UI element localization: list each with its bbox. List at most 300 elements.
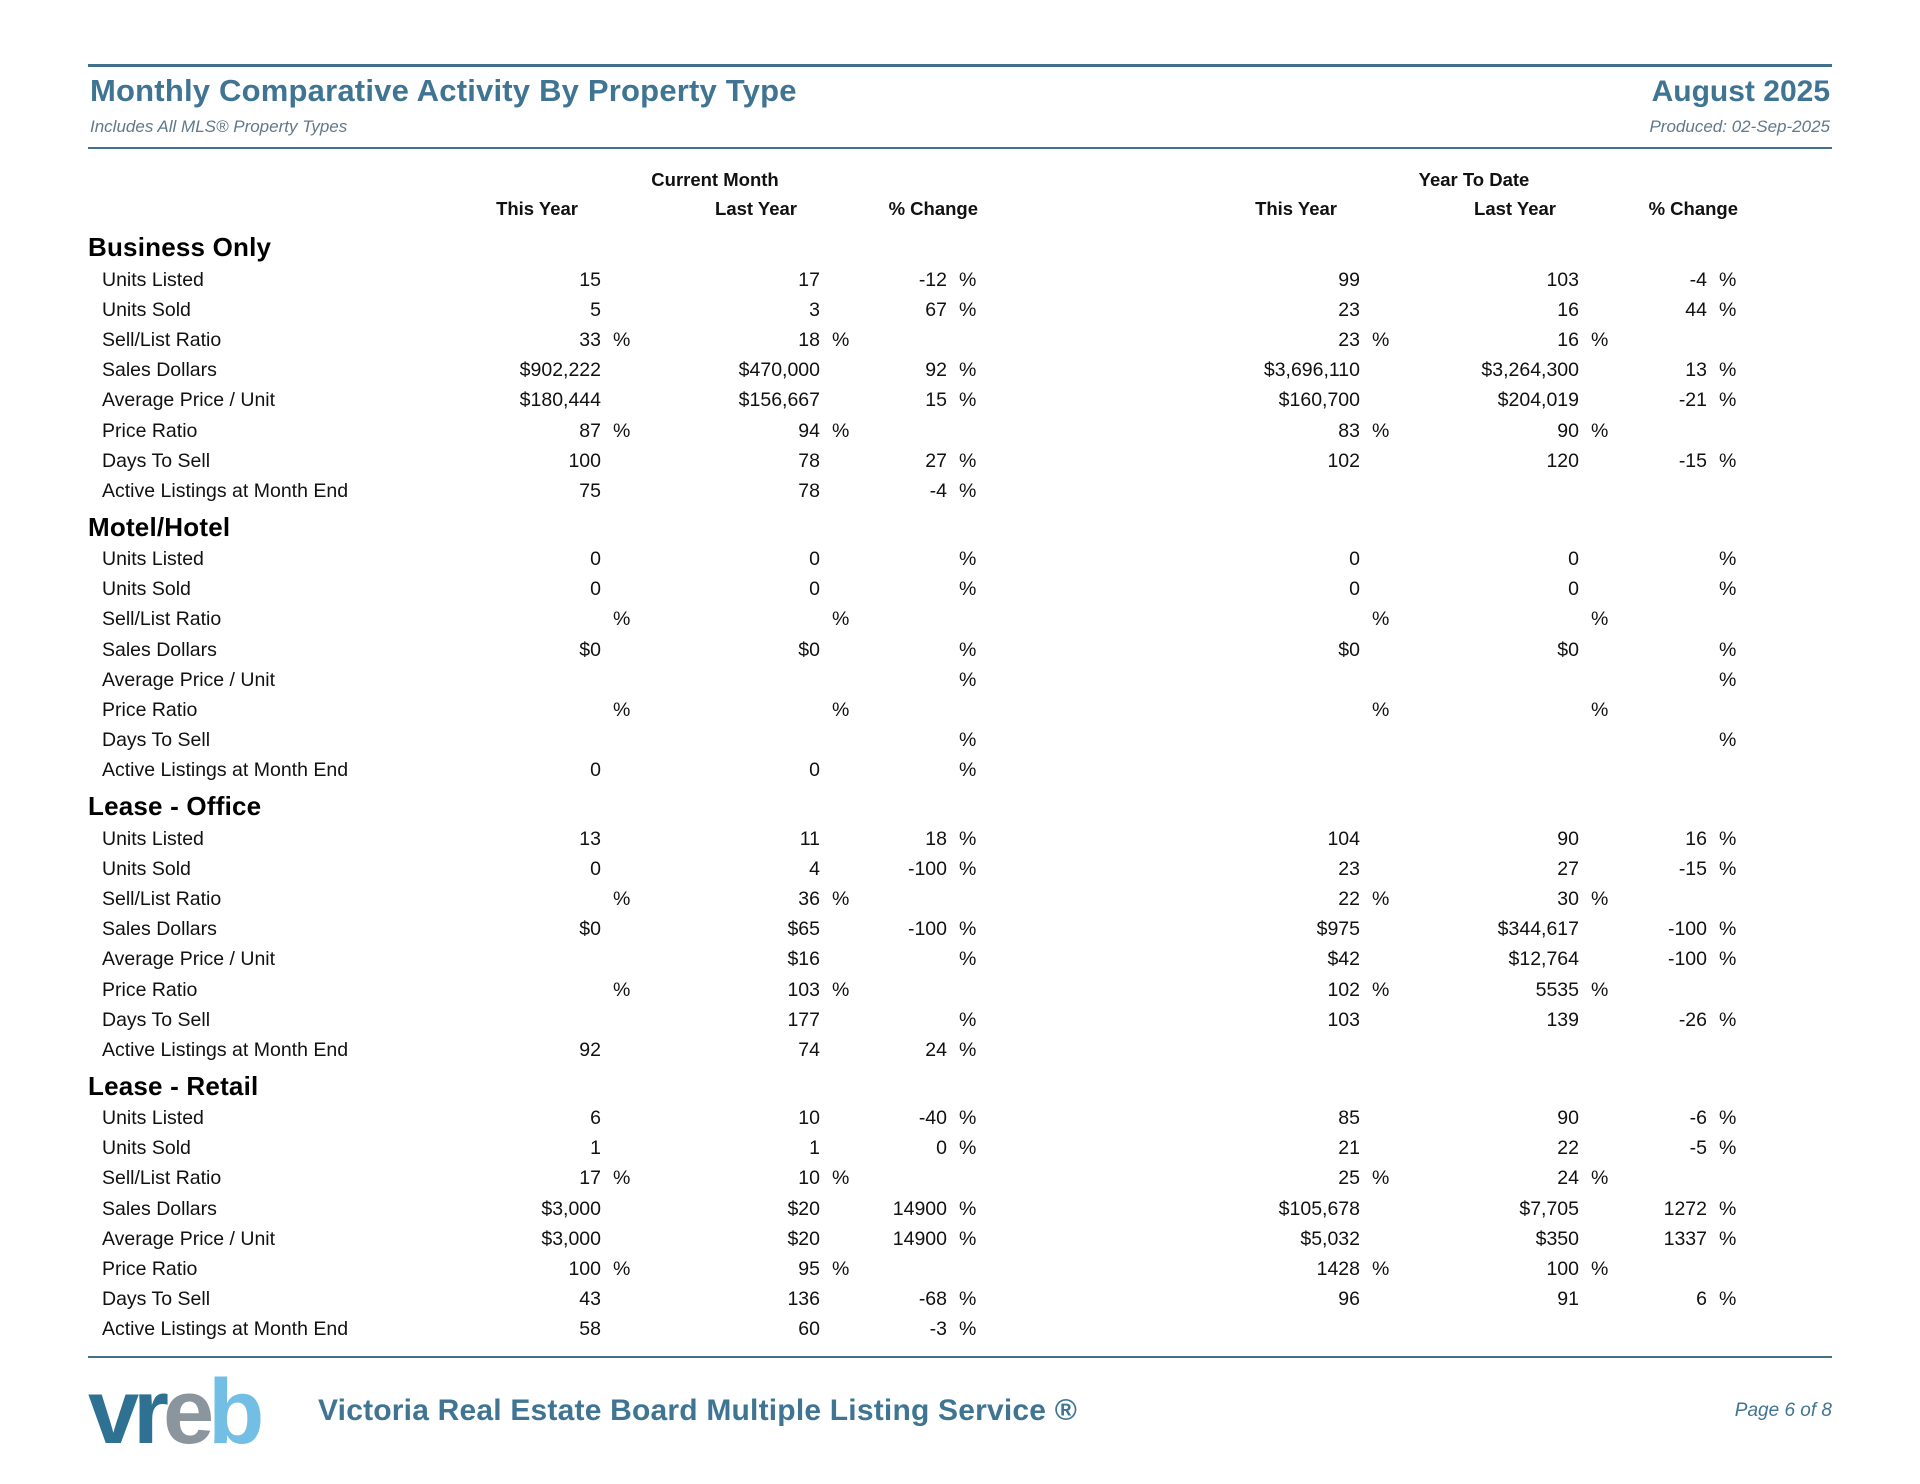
row-label: Days To Sell [102, 449, 211, 472]
table-row [88, 824, 1832, 854]
percent-suffix: % [1372, 328, 1390, 351]
cell-value: 104 [1327, 827, 1360, 850]
percent-suffix: % [959, 479, 977, 502]
table-row [88, 386, 1832, 416]
percent-suffix: % [1719, 268, 1737, 291]
cell-value: -40 [918, 1107, 947, 1130]
cell-value: $3,696,110 [1263, 359, 1360, 382]
percent-suffix: % [613, 419, 631, 442]
cell-value: $3,264,300 [1481, 359, 1579, 382]
percent-suffix: % [959, 389, 977, 412]
section-rows [88, 824, 1832, 1066]
table-row [88, 756, 1832, 786]
cell-value: 100 [568, 449, 601, 472]
cell-value: $350 [1535, 1227, 1579, 1250]
cell-value: $902,222 [519, 359, 601, 382]
group-header-row [88, 169, 1832, 195]
percent-suffix: % [1719, 918, 1737, 941]
percent-suffix: % [959, 1227, 977, 1250]
cell-value: 16 [1557, 328, 1579, 351]
cell-value: 0 [1349, 578, 1360, 601]
cell-value: 96 [1338, 1288, 1360, 1311]
cell-value: $12,764 [1508, 948, 1579, 971]
table-row [88, 416, 1832, 446]
percent-suffix: % [1372, 887, 1390, 910]
property-type-section [88, 230, 1832, 507]
section-title: Lease - Retail [88, 1070, 259, 1101]
cell-value: 102 [1327, 978, 1360, 1001]
report-subtitle: Includes All MLS® Property Types [90, 117, 348, 136]
percent-suffix: % [832, 978, 850, 1001]
percent-suffix: % [613, 608, 631, 631]
cell-value: $7,705 [1519, 1197, 1579, 1220]
cell-value: $42 [1327, 948, 1360, 971]
percent-suffix: % [959, 759, 977, 782]
cell-value: 30 [1557, 887, 1579, 910]
cell-value: $20 [787, 1197, 820, 1220]
cell-value: 10 [798, 1167, 820, 1190]
cell-value: -12 [918, 268, 947, 291]
row-label: Sales Dollars [102, 638, 217, 661]
cell-value: $3,000 [541, 1227, 601, 1250]
cell-value: 0 [590, 548, 601, 571]
table-row [88, 1104, 1832, 1134]
cell-value: 0 [809, 759, 820, 782]
percent-suffix: % [1591, 1167, 1609, 1190]
row-label: Price Ratio [102, 419, 198, 442]
table-row [88, 1134, 1832, 1164]
percent-suffix: % [959, 1288, 977, 1311]
percent-suffix: % [959, 1197, 977, 1220]
cell-value: $20 [787, 1227, 820, 1250]
table-row [88, 665, 1832, 695]
cell-value: 23 [1338, 328, 1360, 351]
cell-value: 21 [1338, 1137, 1360, 1160]
cell-value: 67 [925, 298, 947, 321]
cell-value: 5535 [1535, 978, 1579, 1001]
percent-suffix: % [959, 1137, 977, 1160]
cell-value: $3,000 [541, 1197, 601, 1220]
table-row [88, 1285, 1832, 1315]
cell-value: 103 [1546, 268, 1579, 291]
table-row [88, 476, 1832, 506]
cell-value: 136 [787, 1288, 820, 1311]
produced-label: Produced: 02-Sep-2025 [1649, 117, 1830, 136]
row-label: Units Listed [102, 268, 204, 291]
report-header [88, 64, 1832, 149]
cell-value: -68 [918, 1288, 947, 1311]
cell-value: -100 [1667, 918, 1707, 941]
section-title: Motel/Hotel [88, 511, 231, 542]
percent-suffix: % [1719, 1197, 1737, 1220]
percent-suffix: % [959, 1008, 977, 1031]
percent-suffix: % [1719, 1107, 1737, 1130]
cell-value: 44 [1685, 298, 1707, 321]
cell-value: 92 [925, 359, 947, 382]
row-label: Units Sold [102, 578, 191, 601]
table-row [88, 915, 1832, 945]
cell-value: 25 [1338, 1167, 1360, 1190]
row-label: Average Price / Unit [102, 948, 276, 971]
property-type-section [88, 789, 1832, 1066]
percent-suffix: % [1719, 827, 1737, 850]
cell-value: 18 [925, 827, 947, 850]
percent-suffix: % [613, 887, 631, 910]
cell-value: 60 [798, 1318, 820, 1341]
row-label: Active Listings at Month End [102, 759, 349, 782]
row-label: Price Ratio [102, 699, 198, 722]
table-row [88, 635, 1832, 665]
cell-value: -4 [1689, 268, 1707, 291]
row-label: Units Sold [102, 857, 191, 880]
cell-value: 43 [579, 1288, 601, 1311]
percent-suffix: % [1719, 548, 1737, 571]
cell-value: 3 [809, 298, 820, 321]
cell-value: $0 [579, 918, 601, 941]
column-header-cm-last-year: Last Year [715, 197, 797, 219]
column-header-ytd-last-year: Last Year [1474, 197, 1556, 219]
cell-value: -6 [1689, 1107, 1707, 1130]
percent-suffix: % [1591, 1258, 1609, 1281]
cell-value: 17 [798, 268, 820, 291]
table-header [88, 149, 1832, 222]
percent-suffix: % [1591, 699, 1609, 722]
cell-value: $5,032 [1300, 1227, 1360, 1250]
percent-suffix: % [1719, 449, 1737, 472]
cell-value: 1 [809, 1137, 820, 1160]
percent-suffix: % [1372, 699, 1390, 722]
cell-value: 0 [590, 857, 601, 880]
percent-suffix: % [613, 978, 631, 1001]
page-number: Page 6 of 8 [1734, 1400, 1832, 1421]
cell-value: 78 [798, 479, 820, 502]
cell-value: -3 [929, 1318, 947, 1341]
row-label: Sell/List Ratio [102, 328, 222, 351]
percent-suffix: % [1372, 1258, 1390, 1281]
section-title: Business Only [88, 232, 272, 262]
table-row [88, 884, 1832, 914]
header-title-row [90, 73, 1830, 109]
cell-value: $180,444 [519, 389, 601, 412]
cell-value: 16 [1685, 827, 1707, 850]
row-label: Average Price / Unit [102, 1227, 276, 1250]
row-label: Active Listings at Month End [102, 1318, 349, 1341]
percent-suffix: % [1372, 978, 1390, 1001]
row-label: Price Ratio [102, 1258, 198, 1281]
percent-suffix: % [1719, 857, 1737, 880]
cell-value: -26 [1678, 1008, 1707, 1031]
percent-suffix: % [1719, 578, 1737, 601]
cell-value: $204,019 [1497, 389, 1579, 412]
percent-suffix: % [613, 699, 631, 722]
cell-value: 18 [798, 328, 820, 351]
table-row [88, 695, 1832, 725]
cell-value: -21 [1678, 389, 1707, 412]
percent-suffix: % [832, 1258, 850, 1281]
logo-letter: r [133, 1361, 163, 1463]
table-row [88, 1164, 1832, 1194]
percent-suffix: % [1372, 608, 1390, 631]
percent-suffix: % [959, 449, 977, 472]
vreb-logo [88, 1361, 259, 1463]
row-label: Price Ratio [102, 978, 198, 1001]
column-header-ytd-pct-change: % Change [1648, 197, 1738, 219]
percent-suffix: % [959, 578, 977, 601]
cell-value: 91 [1557, 1288, 1579, 1311]
percent-suffix: % [832, 419, 850, 442]
cell-value: 17 [579, 1167, 601, 1190]
percent-suffix: % [613, 1258, 631, 1281]
cell-value: 0 [809, 548, 820, 571]
cell-value: -5 [1689, 1137, 1707, 1160]
cell-value: $470,000 [738, 359, 820, 382]
cell-value: $0 [1557, 638, 1579, 661]
cell-value: 6 [1696, 1288, 1707, 1311]
row-label: Units Sold [102, 298, 191, 321]
table-row [88, 265, 1832, 295]
table-row [88, 975, 1832, 1005]
cell-value: -15 [1678, 449, 1707, 472]
percent-suffix: % [959, 638, 977, 661]
percent-suffix: % [959, 668, 977, 691]
cell-value: 90 [1557, 419, 1579, 442]
column-header-cm-this-year: This Year [496, 197, 578, 219]
row-label: Units Listed [102, 548, 204, 571]
cell-value: 139 [1546, 1008, 1579, 1031]
cell-value: 15 [579, 268, 601, 291]
percent-suffix: % [832, 1167, 850, 1190]
cell-value: 0 [1349, 548, 1360, 571]
percent-suffix: % [832, 608, 850, 631]
cell-value: 36 [798, 887, 820, 910]
row-label: Average Price / Unit [102, 389, 276, 412]
cell-value: 23 [1338, 298, 1360, 321]
cell-value: 75 [579, 479, 601, 502]
period-label: August 2025 [1651, 75, 1830, 108]
cell-value: 1272 [1663, 1197, 1707, 1220]
cell-value: 13 [1685, 359, 1707, 382]
cell-value: 4 [809, 857, 820, 880]
cell-value: -100 [1667, 948, 1707, 971]
table-row [88, 1035, 1832, 1065]
row-label: Sell/List Ratio [102, 887, 222, 910]
table-row [88, 545, 1832, 575]
cell-value: 103 [1327, 1008, 1360, 1031]
cell-value: 6 [590, 1107, 601, 1130]
cell-value: 83 [1338, 419, 1360, 442]
property-type-section [88, 1069, 1832, 1346]
cell-value: 24 [1557, 1167, 1579, 1190]
percent-suffix: % [1591, 419, 1609, 442]
cell-value: 27 [1557, 857, 1579, 880]
row-label: Units Sold [102, 1137, 191, 1160]
column-header-ytd-this-year: This Year [1255, 197, 1337, 219]
cell-value: 14900 [892, 1227, 947, 1250]
table-row [88, 1224, 1832, 1254]
percent-suffix: % [959, 1038, 977, 1061]
logo-letter: e [162, 1361, 209, 1463]
row-label: Units Listed [102, 827, 204, 850]
cell-value: -4 [929, 479, 947, 502]
percent-suffix: % [959, 548, 977, 571]
cell-value: -100 [907, 857, 947, 880]
row-label: Units Listed [102, 1107, 204, 1130]
cell-value: 0 [1568, 578, 1579, 601]
column-header-row [88, 195, 1832, 222]
cell-value: 16 [1557, 298, 1579, 321]
percent-suffix: % [959, 268, 977, 291]
table-row [88, 325, 1832, 355]
section-rows [88, 545, 1832, 787]
percent-suffix: % [1719, 359, 1737, 382]
row-label: Average Price / Unit [102, 668, 276, 691]
logo-letter: b [208, 1361, 259, 1463]
percent-suffix: % [959, 729, 977, 752]
section-rows [88, 265, 1832, 507]
table-row [88, 295, 1832, 325]
cell-value: 103 [787, 978, 820, 1001]
table-row [88, 605, 1832, 635]
cell-value: 5 [590, 298, 601, 321]
comparison-table [88, 230, 1832, 1345]
table-row [88, 446, 1832, 476]
cell-value: 0 [590, 578, 601, 601]
row-label: Sell/List Ratio [102, 1167, 222, 1190]
cell-value: 0 [590, 759, 601, 782]
cell-value: 13 [579, 827, 601, 850]
cell-value: 10 [798, 1107, 820, 1130]
percent-suffix: % [1591, 328, 1609, 351]
cell-value: 100 [568, 1258, 601, 1281]
row-label: Days To Sell [102, 1288, 211, 1311]
report-content [88, 0, 1832, 1345]
cell-value: 1 [590, 1137, 601, 1160]
cell-value: $160,700 [1278, 389, 1360, 412]
percent-suffix: % [1372, 1167, 1390, 1190]
cell-value: $975 [1316, 918, 1360, 941]
cell-value: 58 [579, 1318, 601, 1341]
property-type-section [88, 510, 1832, 787]
percent-suffix: % [1591, 978, 1609, 1001]
report-footer [88, 1356, 1832, 1463]
percent-suffix: % [1591, 608, 1609, 631]
percent-suffix: % [1719, 638, 1737, 661]
cell-value: $344,617 [1497, 918, 1579, 941]
percent-suffix: % [613, 328, 631, 351]
table-row [88, 1254, 1832, 1284]
cell-value: 94 [798, 419, 820, 442]
header-subtitle-row [90, 117, 1830, 137]
page-title: Monthly Comparative Activity By Property Type [90, 73, 797, 108]
cell-value: 0 [936, 1137, 947, 1160]
cell-value: 90 [1557, 827, 1579, 850]
table-row [88, 1005, 1832, 1035]
cell-value: -100 [907, 918, 947, 941]
cell-value: 24 [925, 1038, 947, 1061]
percent-suffix: % [1591, 887, 1609, 910]
cell-value: 85 [1338, 1107, 1360, 1130]
table-row [88, 854, 1832, 884]
row-label: Sales Dollars [102, 359, 217, 382]
cell-value: 0 [809, 578, 820, 601]
table-row [88, 945, 1832, 975]
table-row [88, 575, 1832, 605]
row-label: Sell/List Ratio [102, 608, 222, 631]
cell-value: 87 [579, 419, 601, 442]
percent-suffix: % [1719, 1227, 1737, 1250]
percent-suffix: % [959, 948, 977, 971]
cell-value: 120 [1546, 449, 1579, 472]
row-label: Sales Dollars [102, 918, 217, 941]
cell-value: $65 [787, 918, 820, 941]
percent-suffix: % [1719, 1288, 1737, 1311]
cell-value: 23 [1338, 857, 1360, 880]
row-label: Days To Sell [102, 1008, 211, 1031]
cell-value: 95 [798, 1258, 820, 1281]
cell-value: 92 [579, 1038, 601, 1061]
row-label: Sales Dollars [102, 1197, 217, 1220]
column-header-cm-pct-change: % Change [888, 197, 978, 219]
cell-value: 1337 [1663, 1227, 1707, 1250]
cell-value: 90 [1557, 1107, 1579, 1130]
percent-suffix: % [1719, 948, 1737, 971]
section-title: Lease - Office [88, 791, 262, 821]
cell-value: 74 [798, 1038, 820, 1061]
service-name: Victoria Real Estate Board Multiple Listing Service ® [318, 1394, 1078, 1427]
table-row [88, 1194, 1832, 1224]
cell-value: 0 [1568, 548, 1579, 571]
percent-suffix: % [1719, 1137, 1737, 1160]
percent-suffix: % [613, 1167, 631, 1190]
cell-value: 33 [579, 328, 601, 351]
table-row [88, 726, 1832, 756]
percent-suffix: % [1372, 419, 1390, 442]
table-row [88, 1315, 1832, 1345]
section-rows [88, 1104, 1832, 1346]
percent-suffix: % [1719, 729, 1737, 752]
row-label: Active Listings at Month End [102, 479, 349, 502]
percent-suffix: % [959, 298, 977, 321]
cell-value: $16 [787, 948, 820, 971]
percent-suffix: % [959, 918, 977, 941]
percent-suffix: % [1719, 668, 1737, 691]
cell-value: $0 [579, 638, 601, 661]
group-header-current-month: Current Month [651, 169, 779, 190]
cell-value: 100 [1546, 1258, 1579, 1281]
group-header-year-to-date: Year To Date [1418, 169, 1530, 190]
percent-suffix: % [959, 359, 977, 382]
table-row [88, 356, 1832, 386]
row-label: Active Listings at Month End [102, 1038, 349, 1061]
percent-suffix: % [959, 1107, 977, 1130]
cell-value: 15 [925, 389, 947, 412]
percent-suffix: % [959, 1318, 977, 1341]
logo-letter: v [88, 1361, 134, 1463]
percent-suffix: % [832, 328, 850, 351]
cell-value: 102 [1327, 449, 1360, 472]
percent-suffix: % [832, 887, 850, 910]
cell-value: 22 [1338, 887, 1360, 910]
cell-value: 14900 [892, 1197, 947, 1220]
percent-suffix: % [1719, 1008, 1737, 1031]
cell-value: $0 [1338, 638, 1360, 661]
cell-value: 22 [1557, 1137, 1579, 1160]
percent-suffix: % [1719, 298, 1737, 321]
cell-value: $105,678 [1278, 1197, 1360, 1220]
cell-value: 1428 [1316, 1258, 1360, 1281]
cell-value: $0 [798, 638, 820, 661]
cell-value: 11 [799, 827, 820, 850]
